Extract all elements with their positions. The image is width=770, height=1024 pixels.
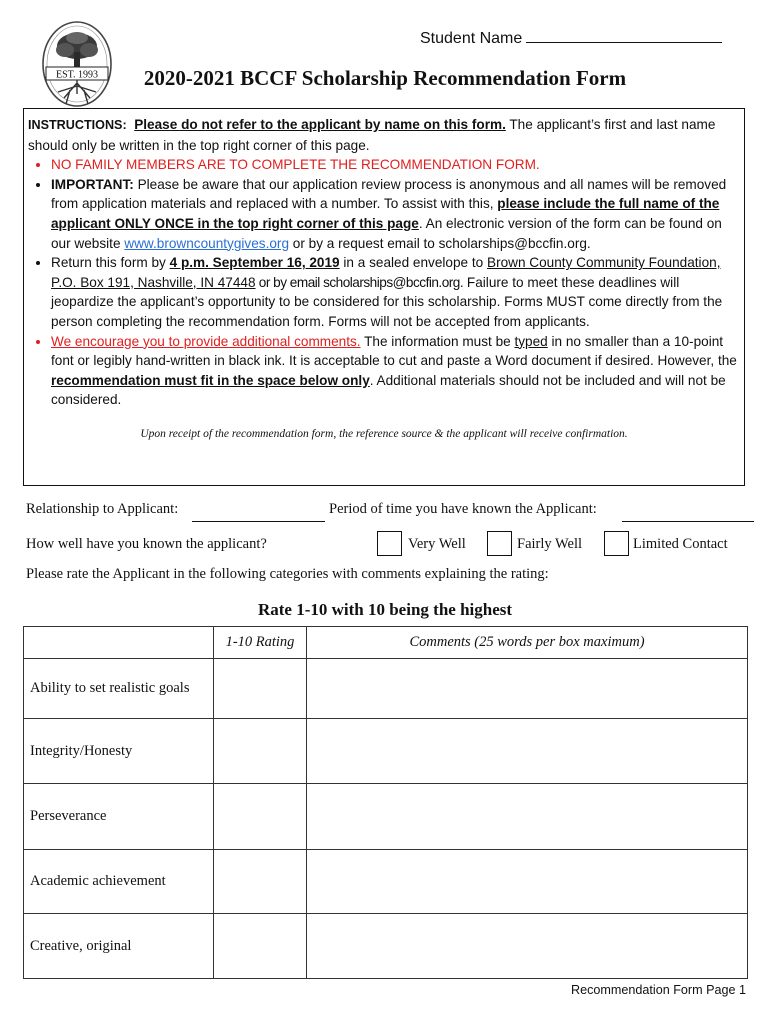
student-name-line[interactable] [526, 28, 722, 43]
very-well-label: Very Well [408, 536, 466, 552]
period-label: Period of time you have known the Applicant: [329, 501, 597, 517]
bullet-no-family-text: NO FAMILY MEMBERS ARE TO COMPLETE THE RECOMMENDATION FORM. [51, 157, 540, 173]
rating-cell[interactable] [214, 659, 307, 719]
header-comments: Comments (25 words per box maximum) [307, 627, 748, 659]
rate-prompt: Please rate the Applicant in the following categories with comments explaining the rating: [26, 566, 549, 582]
rating-table [23, 626, 748, 979]
mailing-address: Brown County Community Foundation, P.O. Box 191, Nashville, IN 47448 [51, 255, 721, 290]
return-email: or by email scholarships@bccfin.org. [255, 274, 464, 290]
table-row [24, 659, 748, 719]
table-row [24, 850, 748, 914]
fairly-well-label: Fairly Well [517, 536, 583, 552]
logo-text: EST. 1993 [55, 69, 99, 81]
rating-cell[interactable] [214, 719, 307, 784]
student-name-field[interactable] [420, 28, 722, 48]
category-label: Integrity/Honesty [24, 719, 214, 784]
return-text: Return this form by [51, 255, 170, 271]
comments-text-3: . Additional materials should not be included and will not be considered. [51, 372, 726, 408]
important-text: Please be aware that our application review process is anonymous and all names will be removed from application materials and replaced with a number. To assist with this, [51, 176, 727, 212]
comments-cell[interactable] [307, 659, 748, 719]
rating-cell[interactable] [214, 850, 307, 914]
rating-heading: Rate 1-10 with 10 being the highest [257, 600, 513, 619]
limited-contact-label: Limited Contact [633, 536, 728, 552]
fairly-well-checkbox[interactable] [487, 531, 512, 556]
instructions [28, 115, 740, 410]
rating-cell[interactable] [214, 784, 307, 850]
table-row [24, 784, 748, 850]
student-name-label: Student Name [420, 30, 523, 47]
fit-space-emphasis: recommendation must fit in the space below only [51, 372, 370, 388]
period-blank[interactable] [622, 521, 754, 522]
comments-text: The information must be [360, 333, 515, 349]
table-row [24, 914, 748, 979]
instructions-intro [28, 115, 740, 155]
category-label: Ability to set realistic goals [24, 659, 214, 719]
category-label: Creative, original [24, 914, 214, 979]
very-well-checkbox[interactable] [377, 531, 402, 556]
limited-contact-checkbox[interactable] [604, 531, 629, 556]
comments-cell[interactable] [307, 914, 748, 979]
bullet-return [51, 253, 740, 331]
how-well-label: How well have you known the applicant? [26, 536, 267, 552]
header-category [24, 627, 214, 659]
relationship-label: Relationship to Applicant: [26, 501, 179, 517]
instructions-intro-emphasis: Please do not refer to the applicant by name on this form. [134, 117, 506, 132]
header-rating: 1-10 Rating [214, 627, 307, 659]
category-label: Perseverance [24, 784, 214, 850]
important-emphasis: please include the full name of the applicant ONLY ONCE in the top right corner of this page [51, 196, 720, 231]
important-text-3: or by a request email to scholarships@bccfin.org. [289, 235, 591, 251]
instructions-intro-text: The applicant’s first and last name should only be written in the top right corner of this page. [28, 117, 716, 153]
bullet-important [51, 175, 740, 253]
bullet-comments [51, 332, 740, 410]
comments-text-2: in no smaller than a 10-point font or legibly hand-written in black ink. It is acceptable to cut and paste a Word document if desired. However, the [51, 333, 737, 369]
relationship-blank[interactable] [192, 521, 325, 522]
important-text-2: . An electronic version of the form can be found on our website [51, 215, 722, 251]
important-label: IMPORTANT: [51, 176, 134, 192]
comments-cell[interactable] [307, 850, 748, 914]
return-text-3: Failure to meet these deadlines will jeopardize the applicant’s opportunity to be considered for this scholarship. Forms MUST come directly from the person completing the recommendation form. Forms will not be accepted from applicants. [51, 274, 723, 329]
page-footer: Recommendation Form Page 1 [571, 983, 746, 997]
website-link[interactable]: www.browncountygives.org [124, 235, 290, 251]
deadline: 4 p.m. September 16, 2019 [169, 255, 340, 271]
rating-cell[interactable] [214, 914, 307, 979]
comments-cell[interactable] [307, 784, 748, 850]
table-row [24, 719, 748, 784]
table-header-row [24, 627, 748, 659]
confirmation-note: Upon receipt of the recommendation form, the reference source & the applicant will receive confirmation. [140, 428, 628, 440]
typed-word: typed [514, 333, 548, 349]
form-title: 2020-2021 BCCF Scholarship Recommendation Form [143, 66, 627, 90]
comments-encourage: We encourage you to provide additional comments. [51, 333, 361, 349]
category-label: Academic achievement [24, 850, 214, 914]
instructions-label: INSTRUCTIONS: [28, 118, 127, 132]
bullet-no-family [51, 155, 740, 175]
return-text-2: in a sealed envelope to [339, 255, 487, 271]
comments-cell[interactable] [307, 719, 748, 784]
